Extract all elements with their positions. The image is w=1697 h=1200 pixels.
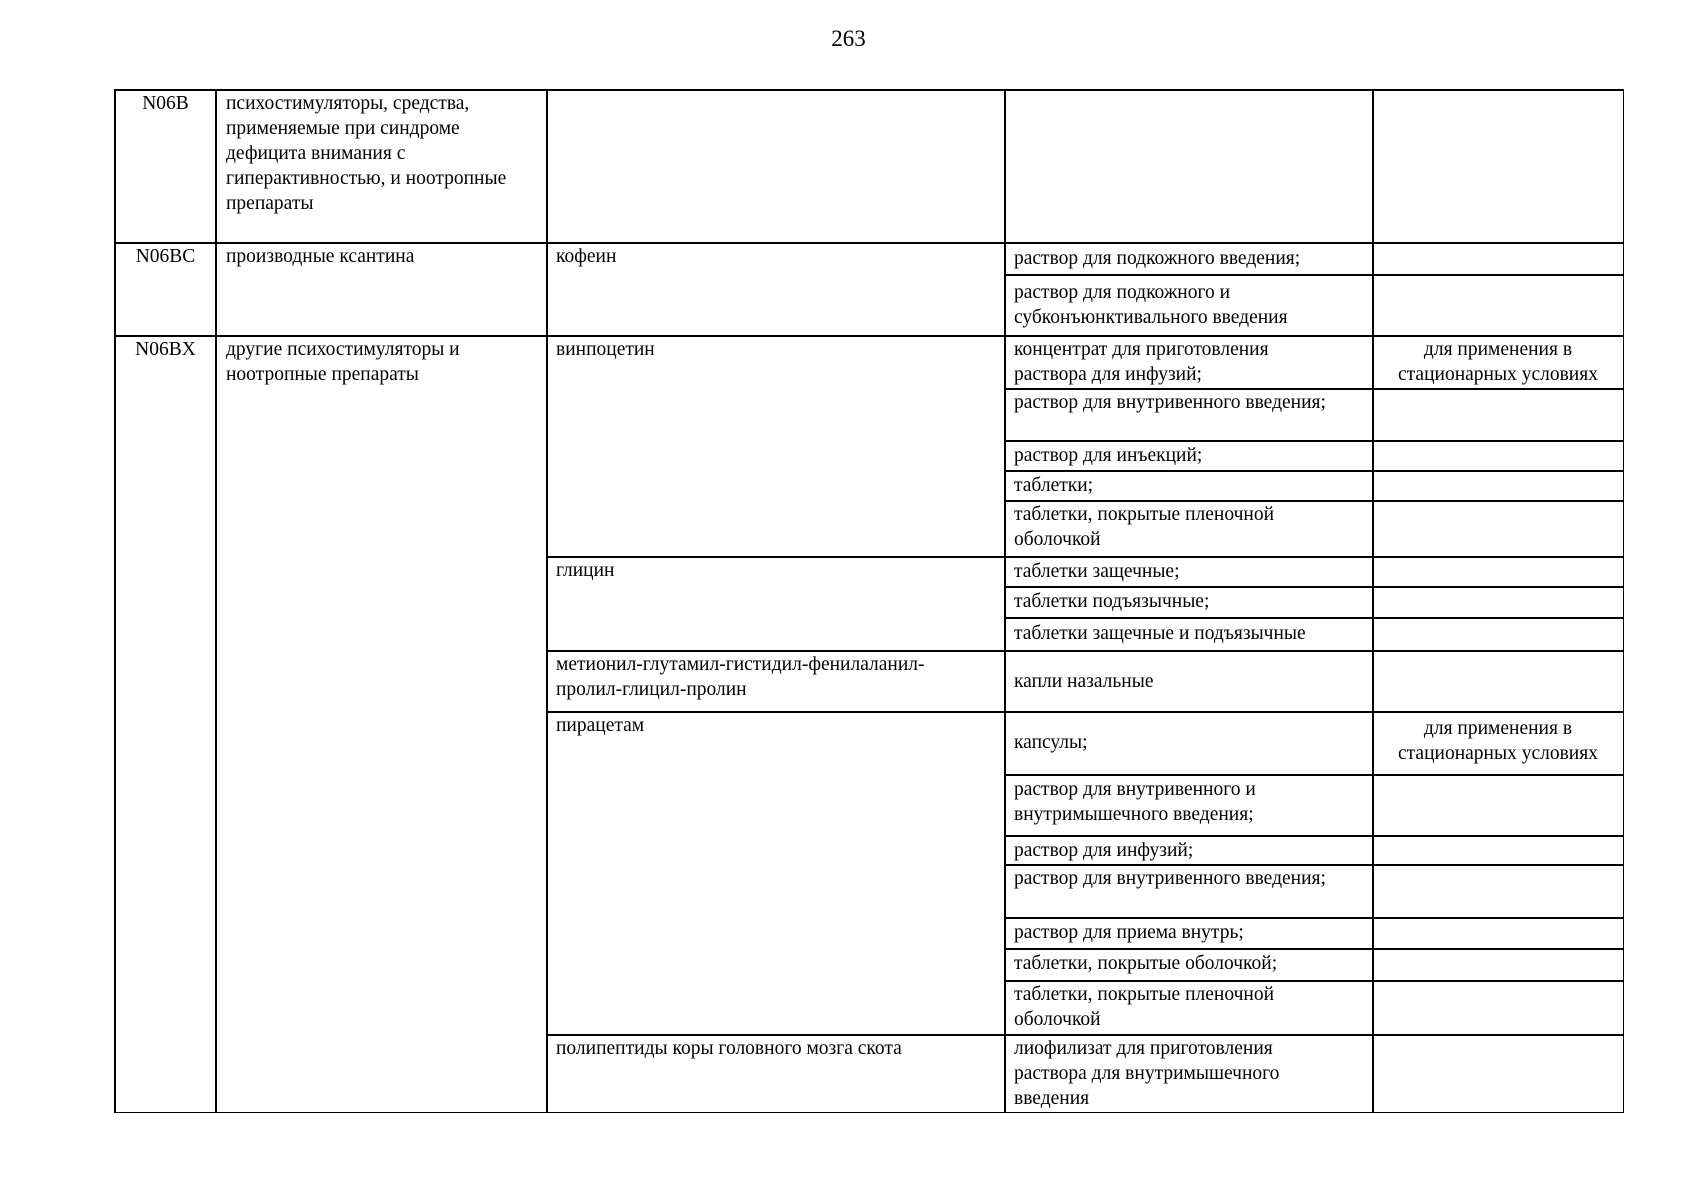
dosage-form: раствор для инъекций; (1014, 445, 1203, 466)
atc-code: N06B (142, 93, 189, 114)
drug-name: кофеин (556, 246, 617, 267)
dosage-form: таблетки, покрытые пленочной оболочкой (1014, 984, 1275, 1030)
form-divider (1004, 586, 1624, 588)
dosage-form: таблетки подъязычные; (1014, 591, 1210, 612)
atc-group-name: производные ксантина (226, 246, 415, 267)
dosage-form: лиофилизат для приготовления раствора для внутримышечного введения (1014, 1038, 1280, 1109)
dosage-form: таблетки, покрытые оболочкой; (1014, 953, 1278, 974)
dosage-form: капли назальные (1014, 671, 1154, 692)
form-divider (1004, 440, 1624, 442)
form-divider (1004, 774, 1624, 776)
atc-group-name: психостимуляторы, средства, применяемые при синдроме дефицита внимания с гиперактивностью, и ноотропные препараты (226, 93, 507, 214)
atc-code: N06BX (135, 339, 196, 360)
drug-name: полипептиды коры головного мозга скота (556, 1038, 902, 1059)
dosage-form: раствор для приема внутрь; (1014, 922, 1244, 943)
dosage-form: раствор для внутривенного и внутримышечного введения; (1014, 779, 1256, 825)
dosage-form: раствор для инфузий; (1014, 840, 1194, 861)
dosage-form: капсулы; (1014, 732, 1088, 753)
dosage-form: таблетки защечные; (1014, 561, 1180, 582)
dosage-form: раствор для подкожного введения; (1014, 248, 1301, 269)
drug-name: метионил-глутамил-гистидил-фенилаланил-пролил-глицил-пролин (556, 654, 925, 700)
form-divider (1004, 274, 1624, 276)
atc-group-name: другие психостимуляторы и ноотропные препараты (226, 339, 460, 385)
page-number: 263 (831, 26, 866, 51)
usage-note: для применения в стационарных условиях (1398, 718, 1598, 764)
usage-note: для применения в стационарных условиях (1398, 339, 1598, 385)
drug-name: глицин (556, 560, 615, 581)
form-divider (1004, 948, 1624, 950)
form-divider (1004, 470, 1624, 472)
drug-table (114, 89, 1624, 1113)
form-divider (1004, 835, 1624, 837)
atc-code: N06BC (135, 246, 196, 267)
dosage-form: таблетки, покрытые пленочной оболочкой (1014, 504, 1275, 550)
drug-name: винпоцетин (556, 339, 655, 360)
drug-name: пирацетам (556, 715, 645, 736)
dosage-form: раствор для внутривенного введения; (1014, 392, 1326, 413)
dosage-form: раствор для подкожного и субконъюнктивального введения (1014, 282, 1288, 328)
dosage-form: раствор для внутривенного введения; (1014, 868, 1326, 889)
table-border-bottom (114, 1112, 1624, 1114)
dosage-form: таблетки защечные и подъязычные (1014, 623, 1306, 644)
dosage-form: концентрат для приготовления раствора для инфузий; (1014, 339, 1269, 385)
form-divider (1004, 617, 1624, 619)
form-divider (1004, 917, 1624, 919)
dosage-form: таблетки; (1014, 475, 1094, 496)
